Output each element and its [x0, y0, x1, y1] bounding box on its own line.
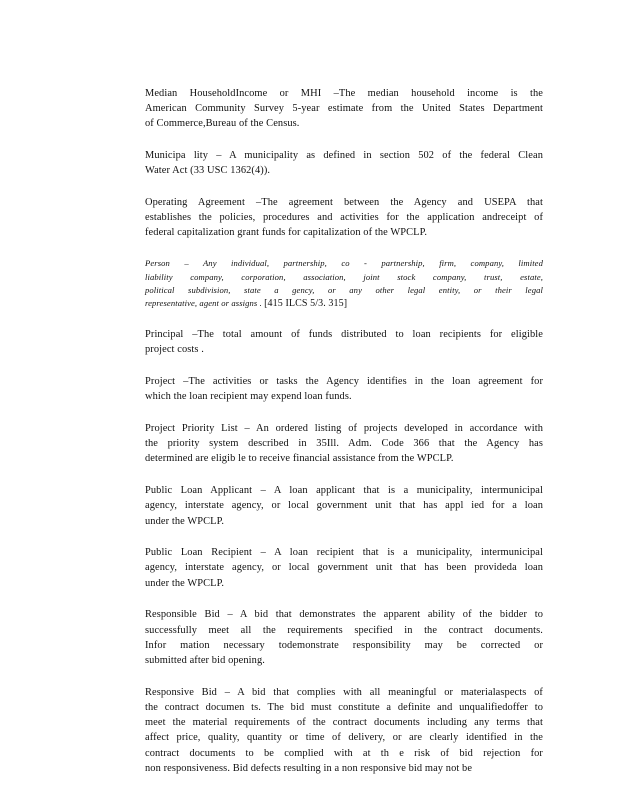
text-line: liability company, corporation, association, joint stock company, trust, estate,	[145, 271, 543, 282]
text-line: of Commerce,Bureau of the Census.	[145, 118, 300, 130]
text-line: establishes the policies, procedures and activities for the application andreceipt of	[145, 212, 543, 224]
text-line: determined are eligib le to receive financial assistance from the WPCLP.	[145, 453, 454, 465]
definition-mhi	[145, 86, 543, 132]
definition-municipality	[145, 148, 543, 178]
text-line: under the WPCLP.	[145, 515, 225, 527]
text-line: affect price, quality, quantity or time of delivery, or are clearly identified in the	[145, 732, 543, 744]
text-line: Water Act (33 USC 1362(4)).	[145, 165, 271, 177]
text-line: Project Priority List – An ordered listing of projects developed in accordance with	[145, 423, 543, 435]
definition-public-loan-recipient	[145, 545, 543, 591]
definition-public-loan-applicant	[145, 483, 543, 529]
text-line: federal capitalization grant funds for capitalization of the WPCLP.	[145, 227, 428, 239]
text-line: agency, interstate agency, or local government unit that has appl ied for a loan	[145, 500, 543, 512]
definition-responsive-bid	[145, 685, 543, 776]
text-line: American Community Survey 5-year estimate from the United States Department	[145, 103, 543, 115]
text-line: successfully meet all the requirements specified in the contract documents.	[145, 624, 543, 636]
statute-citation: [415 ILCS 5/3. 315]	[264, 298, 348, 310]
text-line: Municipa lity – A municipality as defined in section 502 of the federal Clean	[145, 150, 543, 162]
text-line: agency, interstate agency, or local government unit that has been provideda loan	[145, 562, 543, 574]
text-line: political subdivision, state a gency, or any other legal entity, or their legal	[145, 284, 543, 295]
text-line: Project –The activities or tasks the Agency identifies in the loan agreement for	[145, 376, 543, 388]
text-line: project costs .	[145, 344, 204, 356]
text-line: Principal –The total amount of funds distributed to loan recipients for eligible	[145, 329, 543, 341]
text-fragment: representative, agent or assigns .	[145, 298, 262, 309]
text-line: non responsiveness. Bid defects resulting in a non responsive bid may not be	[145, 762, 473, 774]
text-line: meet the material requirements of the contract documents including any terms that	[145, 717, 543, 729]
text-line: the contract documen ts. The bid must constitute a definite and unqualifiedoffer to	[145, 701, 543, 713]
text-line: contract documents to be complied with at th e risk of bid rejection for	[145, 747, 543, 759]
text-line: the priority system described in 35Ill. Adm. Code 366 that the Agency has	[145, 438, 543, 450]
definition-responsible-bid	[145, 607, 543, 668]
text-line: Responsible Bid – A bid that demonstrates the apparent ability of the bidder to	[145, 609, 543, 621]
text-line: submitted after bid opening.	[145, 655, 265, 666]
definition-project-priority-list	[145, 421, 543, 467]
definition-principal	[145, 327, 543, 357]
text-line: Person – Any individual, partnership, co - partnership, firm, company, limited	[145, 258, 543, 269]
text-line: which the loan recipient may expend loan funds.	[145, 391, 352, 403]
text-line: Responsive Bid – A bid that complies with all meaningful or materialaspects of	[145, 686, 543, 698]
text-line: under the WPCLP.	[145, 577, 225, 589]
text-line: Operating Agreement –The agreement between the Agency and USEPA that	[145, 197, 543, 209]
definition-person	[145, 257, 543, 311]
text-line: Infor mation necessary todemonstrate responsibility may be corrected or	[145, 639, 543, 651]
text-line: Public Loan Recipient – A loan recipient that is a municipality, intermunicipal	[145, 547, 543, 559]
definition-project	[145, 374, 543, 404]
text-line	[145, 297, 543, 310]
definition-operating-agreement	[145, 195, 543, 241]
text-line: Median HouseholdIncome or MHI –The median household income is the	[145, 88, 543, 99]
text-line: Public Loan Applicant – A loan applicant that is a municipality, intermunicipal	[145, 485, 543, 497]
definitions-list	[145, 86, 543, 792]
